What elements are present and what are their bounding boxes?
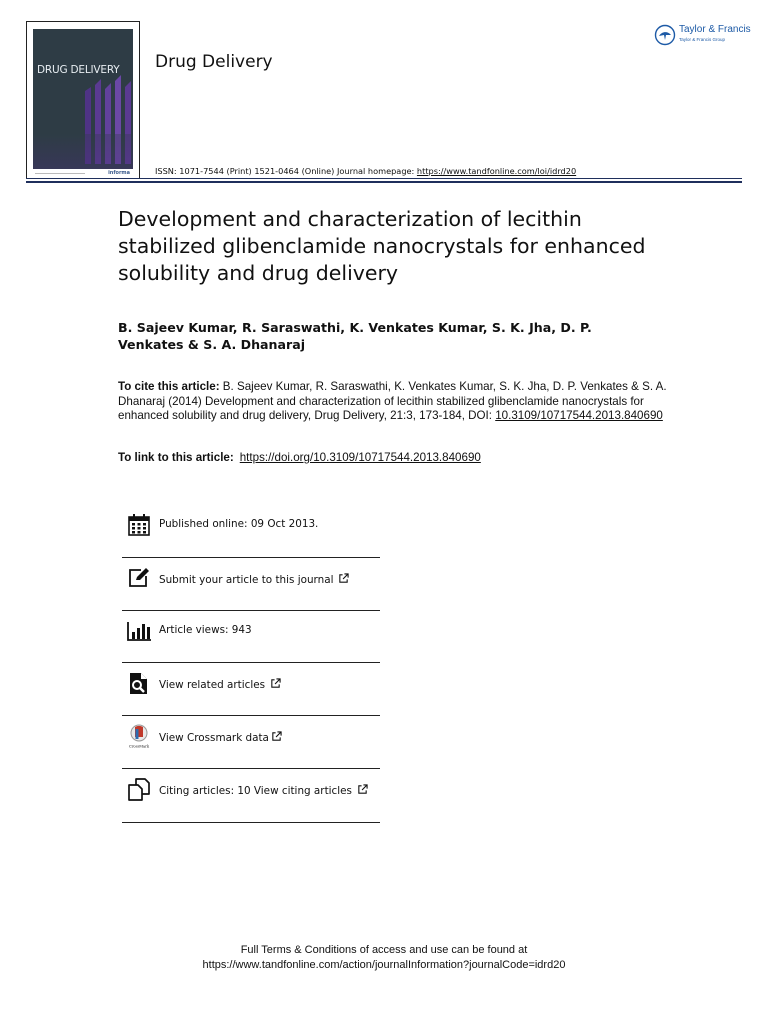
article-doi-url-link[interactable]: https://doi.org/10.3109/10717544.2013.840690 — [239, 451, 481, 464]
external-link-icon — [338, 573, 349, 584]
article-authors: B. Sajeev Kumar, R. Saraswathi, K. Venkates Kumar, S. K. Jha, D. P. Venkates & S. A. Dhanaraj — [118, 320, 592, 352]
citing-articles-row[interactable] — [122, 770, 380, 823]
journal-name: Drug Delivery — [155, 52, 273, 72]
citation-block — [118, 380, 678, 424]
terms-footer-line1: Full Terms & Conditions of access and use can be found at — [240, 944, 528, 956]
publisher-logo-icon — [654, 24, 676, 46]
submit-article-text: Submit your article to this journal — [159, 574, 334, 586]
cover-artwork — [33, 29, 133, 169]
crossmark-icon-label: CrossMark — [128, 744, 150, 749]
header-divider-thick — [26, 181, 742, 183]
external-link-icon — [357, 784, 368, 795]
bar-chart-icon — [126, 618, 152, 644]
issn-text: ISSN: 1071-7544 (Print) 1521-0464 (Online) Journal homepage: — [155, 166, 417, 176]
published-online-text: Published online: 09 Oct 2013. — [159, 518, 319, 530]
submit-article-link[interactable] — [159, 573, 349, 586]
header-divider-thin — [26, 178, 742, 179]
citing-articles-text: Citing articles: 10 View citing articles — [159, 785, 352, 797]
document-search-icon — [126, 670, 152, 696]
terms-footer — [0, 943, 768, 972]
publisher-logo-name: Taylor & Francis — [679, 24, 751, 35]
published-online-row — [122, 506, 380, 559]
cover-footer-strip — [33, 169, 133, 178]
journal-homepage-link[interactable]: https://www.tandfonline.com/loi/idrd20 — [416, 166, 577, 176]
cover-title: DRUG DELIVERY — [37, 64, 120, 76]
cover-publisher-mark: informa — [108, 170, 130, 176]
info-divider — [122, 610, 380, 611]
article-link-label: To link to this article: — [118, 451, 234, 464]
info-divider — [122, 662, 380, 663]
crossmark-text: View Crossmark data — [159, 732, 269, 744]
info-divider — [122, 768, 380, 769]
publisher-logo[interactable] — [654, 22, 750, 48]
terms-footer-url[interactable]: https://www.tandfonline.com/action/journalInformation?journalCode=idrd20 — [202, 958, 566, 971]
related-articles-row[interactable] — [122, 664, 380, 717]
journal-cover — [26, 21, 140, 179]
calendar-icon — [126, 512, 152, 538]
article-views-row — [122, 612, 380, 665]
citing-articles-link[interactable] — [159, 784, 368, 797]
publisher-logo-subtitle: Taylor & Francis Group — [679, 37, 726, 42]
info-divider — [122, 822, 380, 823]
edit-icon — [126, 565, 152, 591]
crossmark-row[interactable] — [122, 717, 380, 770]
cover-stripes-graphic — [33, 29, 133, 169]
citation-label: To cite this article: — [118, 380, 220, 393]
citing-articles-icon — [126, 776, 152, 802]
cover-fine-print-line — [35, 173, 85, 174]
crossmark-icon — [126, 723, 152, 749]
related-articles-link[interactable] — [159, 678, 281, 691]
submit-article-row[interactable] — [122, 559, 380, 612]
article-title: Development and characterization of lecithin stabilized glibenclamide nanocrystals for enhanced solubility and drug delivery — [118, 207, 646, 285]
external-link-icon — [271, 731, 282, 742]
info-divider — [122, 557, 380, 558]
article-link-line — [118, 451, 481, 464]
external-link-icon — [270, 678, 281, 689]
related-articles-text: View related articles — [159, 679, 266, 691]
citation-doi-link[interactable]: 10.3109/10717544.2013.840690 — [495, 409, 663, 422]
article-views-text: Article views: 943 — [159, 624, 252, 636]
issn-line — [155, 166, 576, 176]
crossmark-link[interactable] — [159, 731, 282, 744]
citation-text: B. Sajeev Kumar, R. Saraswathi, K. Venkates Kumar, S. K. Jha, D. P. Venkates & S. A. Dhanaraj (2014) Development and characterization of lecithin stabilized glibenclamide nanocrystals for enhanced solubility and drug delivery, Drug Delivery, 21:3, 173-184, DOI: — [118, 380, 667, 422]
info-divider — [122, 715, 380, 716]
